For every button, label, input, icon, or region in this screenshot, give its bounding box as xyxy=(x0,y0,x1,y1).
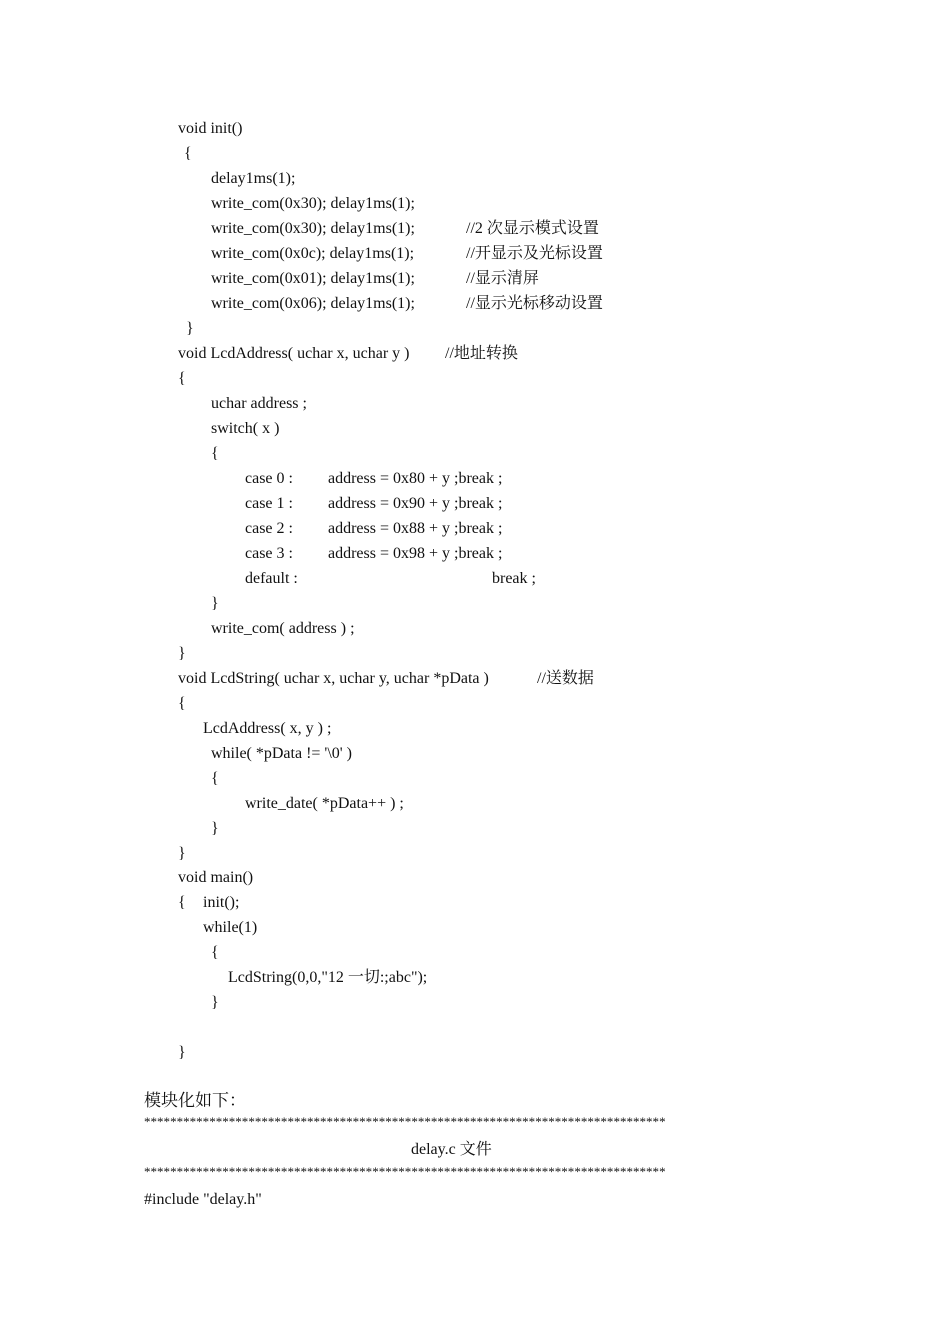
init-line-1: delay1ms(1); xyxy=(211,170,296,187)
case-2-label: case 2 : xyxy=(245,520,293,537)
init-line-6: write_com(0x06); delay1ms(1); xyxy=(211,295,415,312)
lcdstring-while-close: } xyxy=(211,820,219,837)
main-close-brace: } xyxy=(178,1044,186,1061)
lcdstring-close-brace: } xyxy=(178,845,186,862)
init-line-6-comment: //显示光标移动设置 xyxy=(466,295,603,312)
case-0-statement: address = 0x80 + y ;break ; xyxy=(328,470,503,487)
init-line-5: write_com(0x01); delay1ms(1); xyxy=(211,270,415,287)
init-line-4-comment: //开显示及光标设置 xyxy=(466,245,603,262)
lcdstring-open-brace: { xyxy=(178,695,186,712)
init-open-brace: { xyxy=(184,145,192,162)
case-1-label: case 1 : xyxy=(245,495,293,512)
separator-top: ******************************************************************************** xyxy=(144,1116,666,1128)
lcdstring-while-open: { xyxy=(211,770,219,787)
switch-open-brace: { xyxy=(211,445,219,462)
lcdaddress-signature: void LcdAddress( uchar x, uchar y ) xyxy=(178,345,410,362)
switch-close-brace: } xyxy=(211,595,219,612)
default-label: default : xyxy=(245,570,298,587)
file-title: delay.c 文件 xyxy=(411,1141,492,1158)
default-statement: break ; xyxy=(492,570,536,587)
init-signature: void init() xyxy=(178,120,243,137)
lcdaddress-switch: switch( x ) xyxy=(211,420,280,437)
lcdaddress-write: write_com( address ) ; xyxy=(211,620,355,637)
init-line-3: write_com(0x30); delay1ms(1); xyxy=(211,220,415,237)
init-close-brace: } xyxy=(186,320,194,337)
separator-bottom: ******************************************************************************** xyxy=(144,1166,666,1178)
case-2-statement: address = 0x88 + y ;break ; xyxy=(328,520,503,537)
case-3-statement: address = 0x98 + y ;break ; xyxy=(328,545,503,562)
lcdstring-while: while( *pData != '\0' ) xyxy=(211,745,352,762)
init-line-5-comment: //显示清屏 xyxy=(466,270,539,287)
main-open-brace: { xyxy=(178,894,186,911)
main-lcdstring-call: LcdString(0,0,"12 一切:;abc"); xyxy=(228,969,428,986)
section-intro: 模块化如下： xyxy=(144,1091,246,1110)
init-line-4: write_com(0x0c); delay1ms(1); xyxy=(211,245,415,262)
lcdaddress-open-brace: { xyxy=(178,370,186,387)
lcdaddress-declaration: uchar address ; xyxy=(211,395,307,412)
main-init-call: init(); xyxy=(203,894,240,911)
case-1-statement: address = 0x90 + y ;break ; xyxy=(328,495,503,512)
lcdstring-address-call: LcdAddress( x, y ) ; xyxy=(203,720,332,737)
lcdaddress-comment: //地址转换 xyxy=(445,345,518,362)
init-line-2: write_com(0x30); delay1ms(1); xyxy=(211,195,415,212)
init-line-3-comment: //2 次显示模式设置 xyxy=(466,220,599,237)
lcdstring-write: write_date( *pData++ ) ; xyxy=(245,795,404,812)
lcdstring-signature: void LcdString( uchar x, uchar y, uchar *pData ) xyxy=(178,670,489,687)
main-while-close: } xyxy=(211,994,219,1011)
lcdaddress-close-brace: } xyxy=(178,645,186,662)
main-while: while(1) xyxy=(203,919,258,936)
main-while-open: { xyxy=(211,944,219,961)
main-signature: void main() xyxy=(178,869,254,886)
include-directive: #include "delay.h" xyxy=(144,1191,262,1208)
lcdstring-comment: //送数据 xyxy=(537,670,594,687)
case-0-label: case 0 : xyxy=(245,470,293,487)
case-3-label: case 3 : xyxy=(245,545,293,562)
